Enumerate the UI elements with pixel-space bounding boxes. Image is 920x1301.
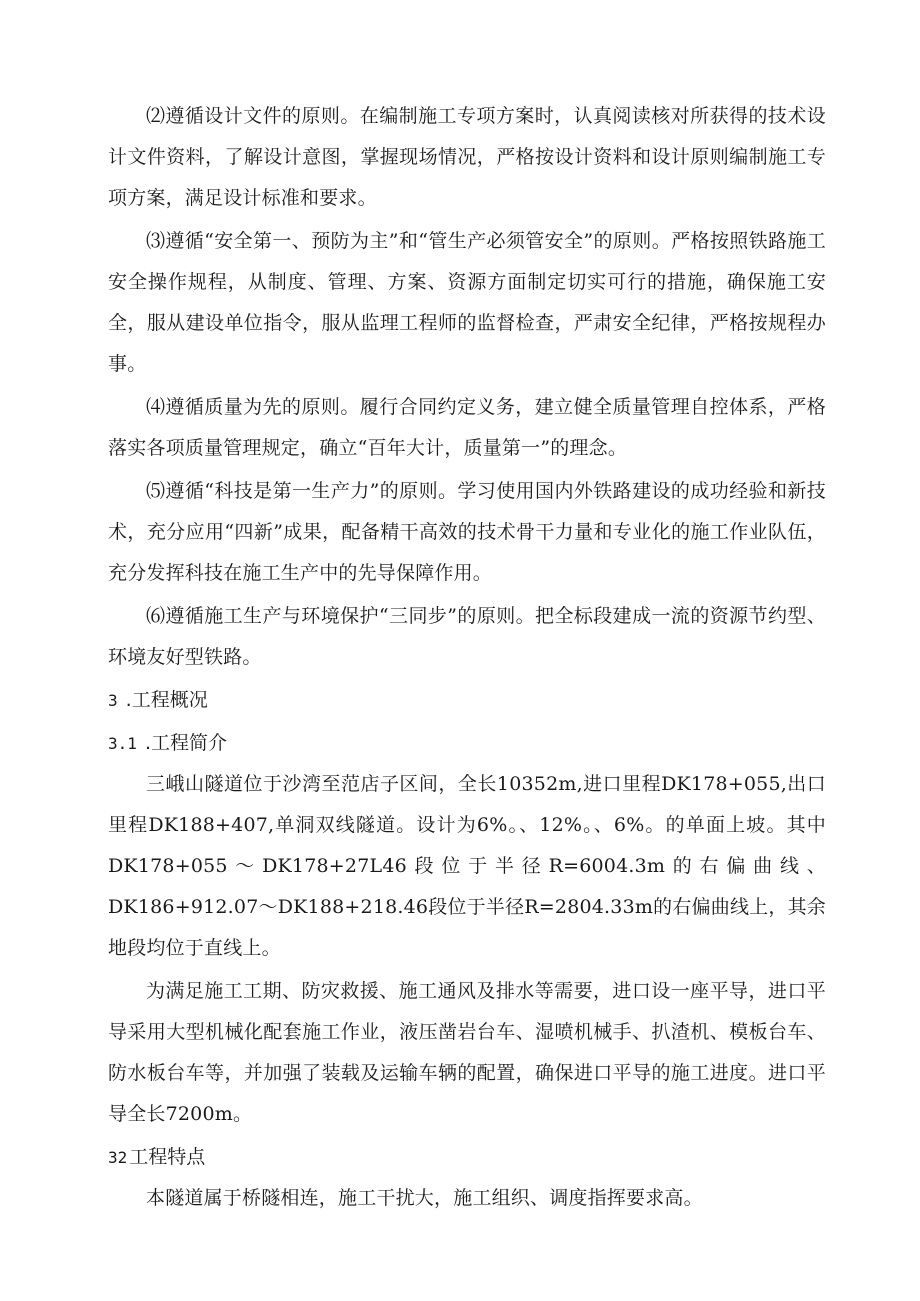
paragraph-principle-2: ⑵遵循设计文件的原则。在编制施工专项方案时，认真阅读核对所获得的技术设计文件资料，了解设计意图，掌握现场情况，严格按设计资料和设计原则编制施工专项方案，满足设计标准和要求。 (108, 105, 826, 209)
section-heading-3-1 (108, 723, 826, 764)
paragraph-tunnel-overview: 三峨山隧道位于沙湾至范店子区间，全长10352m,进口里程DK178+055,出口里程DK188+407,单洞双线隧道。设计为6%。、12%。、6%。的单面上坡。其中DK178+055～DK178+27L46段位于半径R=6004.3m的右偏曲线、DK186+912.07～DK188+218.46段位于半径R=2804.33m的右偏曲线上，其余地段均位于直线上。 (108, 773, 826, 959)
section-heading-3-2 (108, 1137, 826, 1178)
paragraph-principle-4: ⑷遵循质量为先的原则。履行合同约定义务，建立健全质量管理自控体系，严格落实各项质量管理规定，确立“百年大计，质量第一”的理念。 (108, 396, 826, 459)
document-page (108, 96, 826, 1219)
paragraph-project-features: 本隧道属于桥隧相连，施工干扰大，施工组织、调度指挥要求高。 (146, 1187, 703, 1209)
paragraph-parallel-adit: 为满足施工工期、防灾救援、施工通风及排水等需要，进口设一座平导，进口平导采用大型机械化配套施工作业，液压凿岩台车、湿喷机械手、扒渣机、模板台车、防水板台车等，并加强了装载及运输车辆的配置，确保进口平导的施工进度。进口平导全长7200m。 (108, 980, 826, 1125)
paragraph-principle-3: ⑶遵循“安全第一、预防为主”和“管生产必须管安全”的原则。严格按照铁路施工安全操作规程，从制度、管理、方案、资源方面制定切实可行的措施，确保施工安全，服从建设单位指令，服从监理工程师的监督检查，严肃安全纪律，严格按规程办事。 (108, 230, 826, 375)
paragraph-principle-6: ⑹遵循施工生产与环境保护“三同步”的原则。把全标段建成一流的资源节约型、环境友好型铁路。 (108, 605, 826, 668)
section-number: 3.1 (108, 734, 137, 753)
section-title: 工程特点 (129, 1146, 206, 1168)
section-number: 32 (108, 1148, 128, 1167)
paragraph-principle-5: ⑸遵循“科技是第一生产力”的原则。学习使用国内外铁路建设的成功经验和新技术，充分应用“四新”成果，配备精干高效的技术骨干力量和专业化的施工作业队伍，充分发挥科技在施工生产中的先导保障作用。 (108, 480, 826, 584)
section-title: .工程概况 (119, 689, 208, 711)
section-title: .工程简介 (138, 732, 227, 754)
section-heading-3 (108, 680, 826, 721)
section-number: 3 (108, 691, 118, 710)
